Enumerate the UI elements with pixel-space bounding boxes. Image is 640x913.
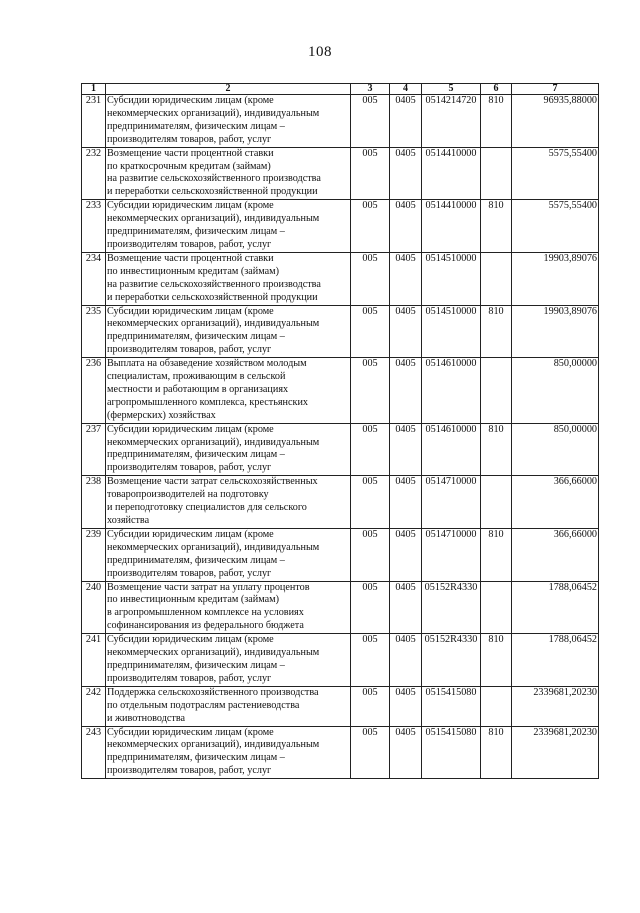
row-amount: 19903,89076 <box>512 305 599 358</box>
row-target-code: 0514410000 <box>422 147 481 200</box>
description-line: местности и работающим в организациях <box>107 383 289 395</box>
row-section-code: 0405 <box>390 200 422 253</box>
row-description <box>106 686 351 726</box>
table-row <box>82 147 599 200</box>
description-line: Субсидии юридическим лицам (кроме <box>107 726 274 738</box>
row-target-code: 0515415080 <box>422 686 481 726</box>
description-line: агропромышленного комплекса, крестьянских <box>107 396 309 408</box>
description-line: Субсидии юридическим лицам (кроме <box>107 95 274 106</box>
row-expense-type-code <box>481 147 512 200</box>
row-section-code: 0405 <box>390 581 422 634</box>
header-col-3: 3 <box>351 84 390 95</box>
row-description <box>106 305 351 358</box>
row-expense-type-code <box>481 252 512 305</box>
row-target-code: 0514710000 <box>422 528 481 581</box>
row-target-code: 0514510000 <box>422 252 481 305</box>
row-target-code: 0514410000 <box>422 200 481 253</box>
description-line: (фермерских) хозяйствах <box>107 409 216 421</box>
row-ministry-code: 005 <box>351 95 390 148</box>
row-amount: 1788,06452 <box>512 581 599 634</box>
header-col-1: 1 <box>82 84 106 95</box>
table-row <box>82 634 599 687</box>
header-col-5: 5 <box>422 84 481 95</box>
description-line: производителям товаров, работ, услуг <box>107 765 272 777</box>
description-line: по краткосрочным кредитам (займам) <box>107 160 271 172</box>
description-line: некоммерческих организаций), индивидуальным <box>107 318 320 330</box>
description-line: некоммерческих организаций), индивидуальным <box>107 647 320 659</box>
description-line: производителям товаров, работ, услуг <box>107 462 272 474</box>
table-row <box>82 423 599 476</box>
description-line: предпринимателям, физическим лицам – <box>107 120 285 132</box>
row-ministry-code: 005 <box>351 528 390 581</box>
row-description <box>106 423 351 476</box>
row-ministry-code: 005 <box>351 423 390 476</box>
description-line: Субсидии юридическим лицам (кроме <box>107 305 274 317</box>
description-line: на развитие сельскохозяйственного производства <box>107 173 321 185</box>
description-line: по инвестиционным кредитам (займам) <box>107 594 279 606</box>
row-target-code: 0514710000 <box>422 476 481 529</box>
row-target-code: 0514610000 <box>422 423 481 476</box>
row-ministry-code: 005 <box>351 634 390 687</box>
row-number: 234 <box>82 252 106 305</box>
row-amount: 850,00000 <box>512 423 599 476</box>
row-number: 241 <box>82 634 106 687</box>
row-amount: 5575,55400 <box>512 200 599 253</box>
row-amount: 366,66000 <box>512 476 599 529</box>
row-description <box>106 252 351 305</box>
description-line: предпринимателям, физическим лицам – <box>107 554 285 566</box>
row-number: 233 <box>82 200 106 253</box>
table-row <box>82 252 599 305</box>
description-line: некоммерческих организаций), индивидуальным <box>107 436 320 448</box>
row-section-code: 0405 <box>390 423 422 476</box>
description-line: предпринимателям, физическим лицам – <box>107 752 285 764</box>
table-row <box>82 200 599 253</box>
row-expense-type-code <box>481 581 512 634</box>
row-expense-type-code <box>481 358 512 424</box>
row-target-code: 0514610000 <box>422 358 481 424</box>
row-section-code: 0405 <box>390 726 422 779</box>
row-description <box>106 476 351 529</box>
description-line: Выплата на обзаведение хозяйством молодым <box>107 358 307 370</box>
row-amount: 1788,06452 <box>512 634 599 687</box>
row-number: 242 <box>82 686 106 726</box>
row-description <box>106 581 351 634</box>
row-expense-type-code: 810 <box>481 726 512 779</box>
row-description <box>106 528 351 581</box>
row-ministry-code: 005 <box>351 581 390 634</box>
description-line: производителям товаров, работ, услуг <box>107 567 272 579</box>
row-amount: 19903,89076 <box>512 252 599 305</box>
row-amount: 850,00000 <box>512 358 599 424</box>
row-number: 240 <box>82 581 106 634</box>
description-line: по отдельным подотраслям растениеводства <box>107 699 300 711</box>
description-line: некоммерческих организаций), индивидуальным <box>107 739 320 751</box>
row-number: 238 <box>82 476 106 529</box>
description-line: Поддержка сельскохозяйственного производства <box>107 686 319 698</box>
description-line: Субсидии юридическим лицам (кроме <box>107 528 274 540</box>
description-line: и переработки сельскохозяйственной продукции <box>107 186 318 198</box>
row-expense-type-code: 810 <box>481 95 512 148</box>
row-number: 237 <box>82 423 106 476</box>
description-line: производителям товаров, работ, услуг <box>107 238 272 250</box>
page-number: 108 <box>308 44 332 60</box>
row-description <box>106 200 351 253</box>
row-ministry-code: 005 <box>351 476 390 529</box>
row-target-code: 0514510000 <box>422 305 481 358</box>
row-ministry-code: 005 <box>351 358 390 424</box>
budget-table <box>81 83 599 779</box>
description-line: Субсидии юридическим лицам (кроме <box>107 200 274 212</box>
table-body <box>82 95 599 779</box>
row-number: 232 <box>82 147 106 200</box>
header-col-7: 7 <box>512 84 599 95</box>
row-ministry-code: 005 <box>351 305 390 358</box>
row-description <box>106 95 351 148</box>
row-section-code: 0405 <box>390 358 422 424</box>
description-line: Возмещение части процентной ставки <box>107 147 274 159</box>
description-line: предпринимателям, физическим лицам – <box>107 659 285 671</box>
header-col-2: 2 <box>106 84 351 95</box>
description-line: хозяйства <box>107 515 150 526</box>
row-expense-type-code: 810 <box>481 200 512 253</box>
row-amount: 2339681,20230 <box>512 726 599 779</box>
description-line: Субсидии юридическим лицам (кроме <box>107 423 274 435</box>
row-section-code: 0405 <box>390 476 422 529</box>
description-line: и переработки сельскохозяйственной продукции <box>107 291 318 303</box>
row-ministry-code: 005 <box>351 252 390 305</box>
table-row <box>82 476 599 529</box>
description-line: Возмещение части затрат сельскохозяйственных <box>107 476 318 488</box>
row-target-code: 0515415080 <box>422 726 481 779</box>
description-line: по инвестиционным кредитам (займам) <box>107 265 279 277</box>
description-line: товаропроизводителей на подготовку <box>107 489 269 501</box>
table-row <box>82 686 599 726</box>
table-row <box>82 358 599 424</box>
row-section-code: 0405 <box>390 686 422 726</box>
row-amount: 96935,88000 <box>512 95 599 148</box>
description-line: некоммерческих организаций), индивидуальным <box>107 107 320 119</box>
description-line: предпринимателям, физическим лицам – <box>107 449 285 461</box>
row-description <box>106 358 351 424</box>
table-row <box>82 305 599 358</box>
description-line: и переподготовку специалистов для сельского <box>107 502 307 514</box>
description-line: предпринимателям, физическим лицам – <box>107 226 285 238</box>
row-number: 231 <box>82 95 106 148</box>
row-number: 236 <box>82 358 106 424</box>
description-line: Возмещение части процентной ставки <box>107 252 274 264</box>
header-row <box>82 84 599 95</box>
header-col-4: 4 <box>390 84 422 95</box>
row-section-code: 0405 <box>390 305 422 358</box>
row-amount: 366,66000 <box>512 528 599 581</box>
row-expense-type-code <box>481 686 512 726</box>
row-section-code: 0405 <box>390 634 422 687</box>
description-line: производителям товаров, работ, услуг <box>107 133 272 145</box>
row-number: 235 <box>82 305 106 358</box>
row-description <box>106 147 351 200</box>
row-amount: 5575,55400 <box>512 147 599 200</box>
row-section-code: 0405 <box>390 528 422 581</box>
row-target-code: 0514214720 <box>422 95 481 148</box>
description-line: специалистам, проживающим в сельской <box>107 371 286 383</box>
row-number: 239 <box>82 528 106 581</box>
table-row <box>82 528 599 581</box>
description-line: некоммерческих организаций), индивидуальным <box>107 541 320 553</box>
row-number: 243 <box>82 726 106 779</box>
row-expense-type-code <box>481 476 512 529</box>
table-row <box>82 95 599 148</box>
row-section-code: 0405 <box>390 252 422 305</box>
table-row <box>82 726 599 779</box>
row-expense-type-code: 810 <box>481 634 512 687</box>
description-line: и животноводства <box>107 712 186 724</box>
row-expense-type-code: 810 <box>481 423 512 476</box>
row-section-code: 0405 <box>390 95 422 148</box>
description-line: производителям товаров, работ, услуг <box>107 344 272 356</box>
description-line: производителям товаров, работ, услуг <box>107 672 272 684</box>
description-line: софинансирования из федерального бюджета <box>107 620 304 632</box>
description-line: некоммерческих организаций), индивидуальным <box>107 213 320 225</box>
row-expense-type-code: 810 <box>481 305 512 358</box>
description-line: Субсидии юридическим лицам (кроме <box>107 634 274 646</box>
row-description <box>106 634 351 687</box>
description-line: предпринимателям, физическим лицам – <box>107 331 285 343</box>
description-line: Возмещение части затрат на уплату процентов <box>107 581 310 593</box>
row-amount: 2339681,20230 <box>512 686 599 726</box>
row-ministry-code: 005 <box>351 200 390 253</box>
header-col-6: 6 <box>481 84 512 95</box>
description-line: на развитие сельскохозяйственного производства <box>107 278 321 290</box>
row-section-code: 0405 <box>390 147 422 200</box>
row-ministry-code: 005 <box>351 147 390 200</box>
row-ministry-code: 005 <box>351 726 390 779</box>
row-expense-type-code: 810 <box>481 528 512 581</box>
row-description <box>106 726 351 779</box>
row-target-code: 05152R4330 <box>422 581 481 634</box>
table-row <box>82 581 599 634</box>
row-target-code: 05152R4330 <box>422 634 481 687</box>
row-ministry-code: 005 <box>351 686 390 726</box>
description-line: в агропромышленном комплексе на условиях <box>107 607 304 619</box>
